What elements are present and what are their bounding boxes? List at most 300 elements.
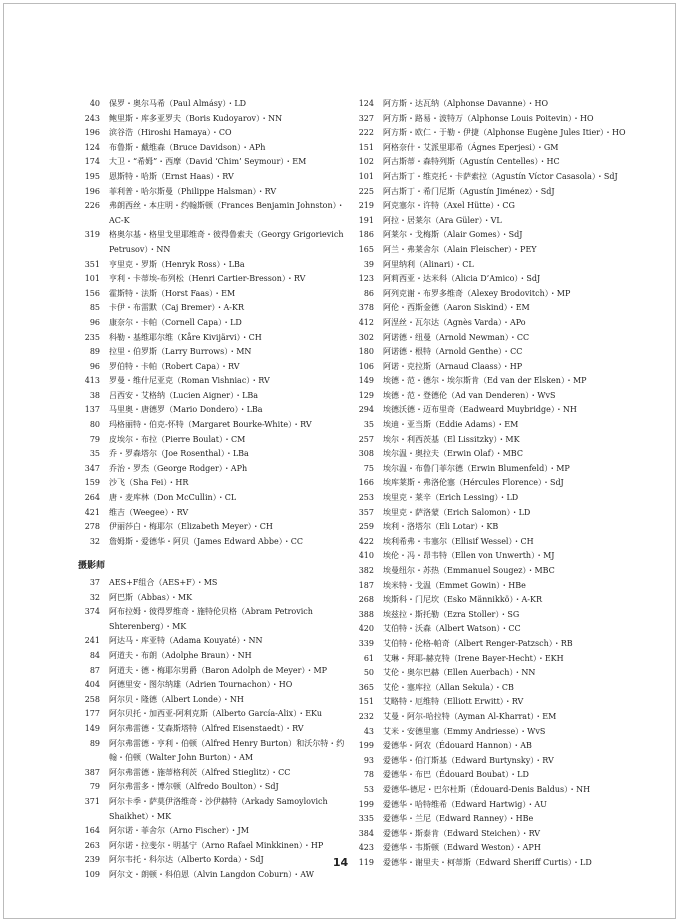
index-entry [352,316,637,331]
section-title: 摄影师 [78,561,106,572]
index-entry [352,637,637,652]
entry-text: 阿拉・居莱尔（Ara Güler）・VL [383,215,502,225]
entry-page-number: 268 [358,595,374,605]
entry-page-number: 78 [363,770,374,780]
index-entry [78,374,346,389]
left-entries-a [78,97,346,549]
index-entry [352,170,637,185]
entry-text: 阿尔弗雷德・施蒂格利茨（Alfred Stieglitz）・CC [109,767,291,777]
index-entry [352,360,637,375]
index-entry [352,301,637,316]
entry-page-number: 174 [84,157,100,167]
entry-text: 沙飞（Sha Fei）・HR [109,478,189,488]
entry-text: 爱德华・兰尼（Edward Ranney）・HBe [383,814,534,824]
entry-page-number: 404 [84,680,100,690]
index-entry [78,462,346,477]
index-entry [78,576,346,591]
entry-text: 阿尔卡季・萨莫伊洛维奇・沙伊赫特（Arkady Samoylovich Shaikhet）・MK [109,796,328,821]
entry-text: 亨里克・罗斯（Henryk Ross）・LBa [109,259,245,269]
entry-page-number: 89 [89,738,100,748]
entry-page-number: 101 [84,274,100,284]
entry-page-number: 159 [84,478,100,488]
index-entry [352,666,637,681]
entry-page-number: 151 [358,697,374,707]
entry-page-number: 388 [358,609,374,619]
entry-page-number: 96 [89,317,100,327]
entry-text: 阿方斯・欧仁・于勒・伊捷（Alphonse Eugène Jules Itier）・HO [383,128,626,138]
entry-page-number: 61 [363,653,374,663]
index-entry [352,345,637,360]
entry-text: 保罗・奥尔马希（Paul Almásy）・LD [109,99,247,108]
index-entry [78,447,346,462]
entry-text: 阿尔诺・拉斐尔・明基宁（Arno Rafael Minkkinen）・HP [109,840,324,850]
index-entry [78,535,346,550]
index-entry [78,780,346,795]
index-entry [78,170,346,185]
entry-text: 爱德华・谢里夫・柯蒂斯（Edward Sheriff Curtis）・LD [383,857,592,867]
entry-page-number: 124 [358,99,374,108]
entry-text: 阿诺德・纽曼（Arnold Newman）・CC [383,332,530,342]
entry-page-number: 35 [363,420,374,430]
entry-text: 罗曼・维什尼亚克（Roman Vishniac）・RV [109,376,270,386]
entry-text: 乔・罗森塔尔（Joe Rosenthal）・LBa [109,449,249,459]
index-entry [78,185,346,200]
index-entry [352,331,637,346]
index-entry [352,783,637,798]
index-entry [78,824,346,839]
entry-text: 阿道夫・德・梅耶尔男爵（Baron Adolph de Meyer）・MP [109,665,328,675]
index-entry [352,462,637,477]
entry-page-number: 258 [84,694,100,704]
left-entries-b [78,576,346,882]
right-column [352,97,637,870]
index-entry [78,155,346,170]
entry-text: 埃迪・亚当斯（Eddie Adams）・EM [383,420,519,430]
index-entry [352,695,637,710]
entry-page-number: 264 [84,493,100,503]
index-entry [352,228,637,243]
entry-text: 吕西安・艾格纳（Lucien Aigner）・LBa [109,390,259,400]
entry-text: 弗朗西丝・本庄明・约翰斯顿（Frances Benjamin Johnston）・AC-K [109,201,345,225]
right-entries [352,97,637,870]
entry-page-number: 294 [358,405,374,415]
entry-text: 阿莉西亚・达米科（Alicia D’Amico）・SdJ [383,274,541,284]
index-entry [352,506,637,521]
index-entry [78,491,346,506]
entry-text: 阿尔弗雷多・博尔顿（Alfredo Boulton）・SdJ [109,782,279,792]
entry-text: 大卫・“希姆”・西摩（David ‘Chim’ Seymour）・EM [109,157,307,167]
index-entry [78,418,346,433]
entry-text: 乔治・罗杰（George Rodger）・APh [109,463,248,473]
index-entry [78,664,346,679]
index-entry [78,403,346,418]
entry-text: 伊丽莎白・梅耶尔（Elizabeth Meyer）・CH [109,522,273,532]
entry-page-number: 156 [84,288,100,298]
entry-text: 埃兹拉・斯托勒（Ezra Stoller）・SG [383,609,520,619]
index-entry [352,710,637,725]
entry-page-number: 232 [358,711,374,721]
entry-text: 爱德华・布巴（Édouard Boubat）・LD [383,770,529,780]
entry-page-number: 79 [89,782,100,792]
entry-text: 阿莱尔・戈梅斯（Alair Gomes）・SdJ [383,230,523,240]
index-entry [352,389,637,404]
entry-page-number: 187 [358,580,374,590]
index-entry [352,520,637,535]
entry-page-number: 124 [84,142,100,152]
entry-page-number: 319 [84,230,100,240]
entry-page-number: 327 [358,113,374,123]
entry-page-number: 186 [358,230,374,240]
index-entry [352,141,637,156]
entry-text: 埃尔温・奥拉夫（Erwin Olaf）・MBC [383,449,523,459]
entry-page-number: 53 [363,784,374,794]
entry-page-number: 347 [84,463,100,473]
index-entry [352,739,637,754]
index-entry [352,258,637,273]
entry-text: 康奈尔・卡帕（Cornell Capa）・LD [109,317,242,327]
index-entry [78,737,346,766]
entry-page-number: 412 [358,317,374,327]
index-entry [78,634,346,649]
index-entry [78,678,346,693]
entry-text: 阿方斯・达瓦纳（Alphonse Davanne）・HO [383,99,549,108]
index-entry [78,591,346,606]
index-entry [352,564,637,579]
entry-page-number: 422 [358,536,374,546]
index-entry [78,112,346,127]
entry-page-number: 102 [358,157,374,167]
entry-text: 阿古斯丁・希门尼斯（Agustín Jiménez）・SdJ [383,186,555,196]
entry-page-number: 339 [358,638,374,648]
index-entry [352,476,637,491]
entry-page-number: 382 [358,566,374,575]
index-entry [352,535,637,550]
entry-page-number: 384 [358,828,374,838]
entry-text: 马里奥・唐德罗（Mario Dondero）・LBa [109,405,263,415]
index-entry [78,839,346,854]
entry-text: 埃利・洛塔尔（Eli Lotar）・KB [383,522,499,532]
entry-page-number: 149 [84,723,100,733]
index-entry [352,841,637,856]
entry-page-number: 119 [358,857,374,867]
entry-text: 埃德・范・德尔・埃尔斯肯（Ed van der Elsken）・MP [383,376,587,386]
entry-page-number: 137 [84,405,100,415]
entry-text: 艾伦・塞库拉（Allan Sekula）・CB [383,682,514,692]
entry-page-number: 195 [84,171,100,181]
entry-text: 阿诺德・根特（Arnold Genthe）・CC [383,347,523,357]
index-entry [352,768,637,783]
entry-text: 艾曼・阿尔-哈拉特（Ayman Al-Kharrat）・EM [383,711,557,721]
entry-page-number: 32 [89,592,100,602]
entry-text: 卡伊・布雷默（Caj Bremer）・A-KR [109,303,244,313]
index-entry [78,693,346,708]
entry-text: 埃尔・利西茨基（El Lissitzky）・MK [383,434,520,444]
index-entry [352,112,637,127]
entry-page-number: 165 [358,244,374,254]
index-entry [352,812,637,827]
entry-page-number: 357 [358,507,374,517]
entry-page-number: 84 [89,650,100,660]
entry-text: 阿巴斯（Abbas）・MK [109,592,193,602]
entry-page-number: 86 [363,288,374,298]
entry-text: 艾琳・拜耶-赫克特（Irene Bayer-Hecht）・EKH [383,653,564,663]
index-entry [352,447,637,462]
entry-text: 皮埃尔・布拉（Pierre Boulat）・CM [109,434,246,444]
entry-page-number: 199 [358,741,374,751]
index-entry [78,605,346,634]
entry-page-number: 149 [358,376,374,386]
page-number: 14 [332,856,349,869]
entry-page-number: 351 [84,259,100,269]
entry-page-number: 43 [363,726,374,736]
entry-page-number: 80 [89,420,100,430]
entry-text: 阿尔贝・隆德（Albert Londe）・NH [109,694,244,704]
index-entry [78,141,346,156]
index-entry [78,331,346,346]
entry-page-number: 96 [89,361,100,371]
entry-text: 阿古斯蒂・森特列斯（Agustín Centelles）・HC [383,157,560,167]
index-entry [352,374,637,389]
index-entry [78,722,346,737]
entry-page-number: 40 [89,99,100,108]
entry-text: 滨谷浩（Hiroshi Hamaya）・CO [109,128,232,138]
entry-page-number: 166 [358,478,374,488]
entry-page-number: 365 [358,682,374,692]
index-entry [78,520,346,535]
entry-page-number: 38 [89,390,100,400]
entry-page-number: 89 [89,347,100,357]
entry-text: 埃米特・戈温（Emmet Gowin）・HBe [383,580,526,590]
entry-page-number: 106 [358,361,374,371]
index-entry [352,185,637,200]
entry-page-number: 39 [363,259,374,269]
entry-text: 阿方斯・路易・波特万（Alphonse Louis Poitevin）・HO [383,113,594,123]
entry-text: 埃斯科・门尼坎（Esko Männikkö）・A-KR [383,595,542,605]
entry-text: 阿兰・弗莱舍尔（Alain Fleischer）・PEY [383,244,537,254]
entry-text: 阿道夫・布朗（Adolphe Braun）・NH [109,650,252,660]
entry-page-number: 302 [358,332,374,342]
entry-text: 詹姆斯・爱德华・阿贝（James Edward Abbe）・CC [109,536,304,546]
index-entry [352,491,637,506]
entry-page-number: 129 [358,390,374,400]
entry-text: AES+F组合（AES+F）・MS [109,578,218,587]
entry-page-number: 371 [84,796,100,806]
entry-text: 艾米・安德里塞（Emmy Andriesse）・WvS [383,726,546,736]
entry-text: 阿尔诺・菲舍尔（Arno Fischer）・JM [109,826,249,836]
entry-text: 拉里・伯罗斯（Larry Burrows）・MN [109,347,252,357]
entry-text: 阿布拉姆・彼得罗维奇・施特伦贝格（Abram Petrovich Shterenberg）・MK [109,607,313,631]
index-entry [78,316,346,331]
index-entry [352,199,637,214]
entry-page-number: 243 [84,113,100,123]
index-entry [352,433,637,448]
entry-text: 艾伯特・沃森（Albert Watson）・CC [383,624,521,634]
entry-page-number: 410 [358,551,374,561]
entry-page-number: 180 [358,347,374,357]
index-entry [78,506,346,521]
entry-page-number: 378 [358,303,374,313]
index-entry [352,97,637,112]
entry-page-number: 241 [84,636,100,646]
index-entry [78,272,346,287]
entry-page-number: 85 [89,303,100,313]
entry-page-number: 196 [84,128,100,138]
entry-text: 科勒・基维耶尔维（Kåre Kivijärvi）・CH [109,332,262,342]
entry-text: 阿伦・西斯金德（Aaron Siskind）・EM [383,303,530,313]
entry-text: 埃曼纽尔・苏热（Emmanuel Sougez）・MBC [383,566,555,575]
entry-text: 亨利・卡蒂埃-布列松（Henri Cartier-Bresson）・RV [109,274,306,284]
entry-page-number: 257 [358,434,374,444]
index-entry [78,649,346,664]
entry-text: 阿尔韦托・科尔达（Alberto Korda）・SdJ [109,855,264,865]
entry-text: 格奥尔基・格里戈里耶维奇・彼得鲁索夫（Georgy Grigorievich Petrusov）・NN [109,230,344,254]
entry-page-number: 87 [89,665,100,675]
entry-page-number: 253 [358,493,374,503]
entry-text: 鲍里斯・库多亚罗夫（Boris Kudoyarov）・NN [109,113,283,123]
entry-text: 阿诺・克拉斯（Arnaud Claass）・HP [383,361,523,371]
entry-text: 艾伦・奥尔巴赫（Ellen Auerbach）・NN [383,668,536,678]
entry-page-number: 235 [84,332,100,342]
entry-text: 艾略特・厄维特（Elliott Erwitt）・RV [383,697,524,707]
entry-page-number: 50 [363,668,374,678]
index-entry [78,795,346,824]
entry-text: 阿达马・库亚特（Adama Kouyaté）・NN [109,636,263,646]
index-entry [352,622,637,637]
index-entry [352,798,637,813]
entry-text: 唐・麦库林（Don McCullin）・CL [109,493,237,503]
entry-text: 爱德华・韦斯顿（Edward Weston）・APH [383,843,541,853]
entry-text: 阿列克谢・布罗多维奇（Alexey Brodovitch）・MP [383,288,571,298]
entry-page-number: 101 [358,171,374,181]
index-entry [352,652,637,667]
index-entry [352,608,637,623]
index-entry [78,97,346,112]
entry-page-number: 226 [84,201,100,211]
entry-page-number: 75 [363,463,374,473]
entry-page-number: 219 [358,201,374,211]
entry-text: 爱德华・阿农（Édouard Hannon）・AB [383,741,532,751]
index-entry [78,360,346,375]
index-entry [352,725,637,740]
entry-text: 维吉（Weegee）・RV [109,507,189,517]
entry-text: 霍斯特・法斯（Horst Faas）・EM [109,288,236,298]
entry-text: 埃里克・萨洛蒙（Erich Salomon）・LD [383,507,531,517]
entry-text: 阿格奈什・艾派里耶希（Ágnes Eperjesi）・GM [383,142,559,152]
entry-page-number: 278 [84,522,100,532]
entry-text: 阿尔弗雷德・艾森斯塔特（Alfred Eisenstaedt）・RV [109,723,304,733]
index-entry [78,433,346,448]
index-entry [78,228,346,257]
index-entry [352,579,637,594]
entry-page-number: 239 [84,855,100,865]
index-entry [352,243,637,258]
entry-text: 阿涅丝・瓦尔达（Agnès Varda）・APo [383,317,526,327]
index-entry [78,126,346,141]
entry-text: 罗伯特・卡帕（Robert Capa）・RV [109,361,240,371]
index-entry [78,258,346,273]
entry-text: 爱德华・哈特维希（Edward Hartwig）・AU [383,799,547,809]
entry-page-number: 423 [358,843,374,853]
index-entry [78,766,346,781]
entry-page-number: 123 [358,274,374,284]
entry-text: 埃德沃德・迈布里奇（Eadweard Muybridge）・NH [383,405,577,415]
entry-page-number: 374 [84,607,100,617]
entry-page-number: 151 [358,142,374,152]
entry-page-number: 413 [84,376,100,386]
entry-page-number: 259 [358,522,374,532]
index-entry [352,827,637,842]
entry-text: 爱德华-德尼・巴尔杜斯（Édouard-Denis Baldus）・NH [383,784,591,794]
entry-text: 艾伯特・伦格-帕奇（Albert Renger-Patzsch）・RB [383,638,573,648]
index-entry [352,549,637,564]
entry-text: 埃尔温・布鲁门菲尔德（Erwin Blumenfeld）・MP [383,463,570,473]
entry-page-number: 32 [89,536,100,546]
entry-text: 阿克塞尔・许特（Axel Hütte）・CG [383,201,515,211]
entry-page-number: 222 [358,128,374,138]
entry-text: 阿尔贝托・加西亚-阿利克斯（Alberto García-Alix）・EKu [109,709,322,719]
index-entry [352,126,637,141]
entry-page-number: 35 [89,449,100,459]
entry-text: 阿德里安・图尔纳雄（Adrien Tournachon）・HO [109,680,293,690]
index-entry [78,868,346,883]
entry-text: 菲利普・哈尔斯曼（Philippe Halsman）・RV [109,186,277,196]
left-column [78,97,346,882]
entry-text: 阿尔弗雷德・亨利・伯顿（Alfred Henry Burton）和沃尔特・约翰・伯顿（Walter John Burton）・AM [109,738,345,763]
entry-text: 爱德华・斯泰肯（Edward Steichen）・RV [383,828,541,838]
entry-text: 恩斯特・哈斯（Ernst Haas）・RV [109,171,234,181]
entry-text: 埃伦・冯・昂韦特（Ellen von Unwerth）・MJ [383,551,555,561]
entry-text: 阿里纳利（Alinari）・CL [383,259,474,269]
entry-page-number: 37 [89,578,100,587]
index-entry [352,214,637,229]
entry-page-number: 335 [358,814,374,824]
entry-page-number: 79 [89,434,100,444]
index-entry [352,593,637,608]
entry-text: 埃里克・莱辛（Erich Lessing）・LD [383,493,519,503]
entry-text: 埃利希弗・韦塞尔（Ellisif Wessel）・CH [383,536,534,546]
entry-page-number: 191 [358,215,374,225]
index-entry [78,476,346,491]
entry-page-number: 177 [84,709,100,719]
index-entry [78,345,346,360]
entry-page-number: 421 [84,507,100,517]
entry-page-number: 93 [363,755,374,765]
entry-text: 阿古斯丁・维克托・卡萨索拉（Agustín Víctor Casasola）・SdJ [383,171,618,181]
index-entry [352,418,637,433]
entry-page-number: 109 [84,869,100,879]
entry-text: 布鲁斯・戴维森（Bruce Davidson）・APh [109,142,266,152]
entry-page-number: 308 [358,449,374,459]
entry-page-number: 263 [84,840,100,850]
entry-page-number: 196 [84,186,100,196]
entry-page-number: 199 [358,799,374,809]
index-entry [352,403,637,418]
index-entry [78,301,346,316]
entry-page-number: 387 [84,767,100,777]
entry-text: 埃德・范・登德伦（Ad van Denderen）・WvS [383,390,556,400]
index-entry [352,287,637,302]
index-entry [352,272,637,287]
index-entry [352,754,637,769]
index-entry [352,681,637,696]
entry-text: 爱德华・伯汀斯基（Edward Burtynsky）・RV [383,755,554,765]
index-entry [78,707,346,722]
entry-text: 埃库莱斯・弗洛伦塞（Hércules Florence）・SdJ [383,478,564,488]
index-entry [352,155,637,170]
entry-page-number: 164 [84,826,100,836]
index-entry [78,199,346,228]
entry-page-number: 225 [358,186,374,196]
